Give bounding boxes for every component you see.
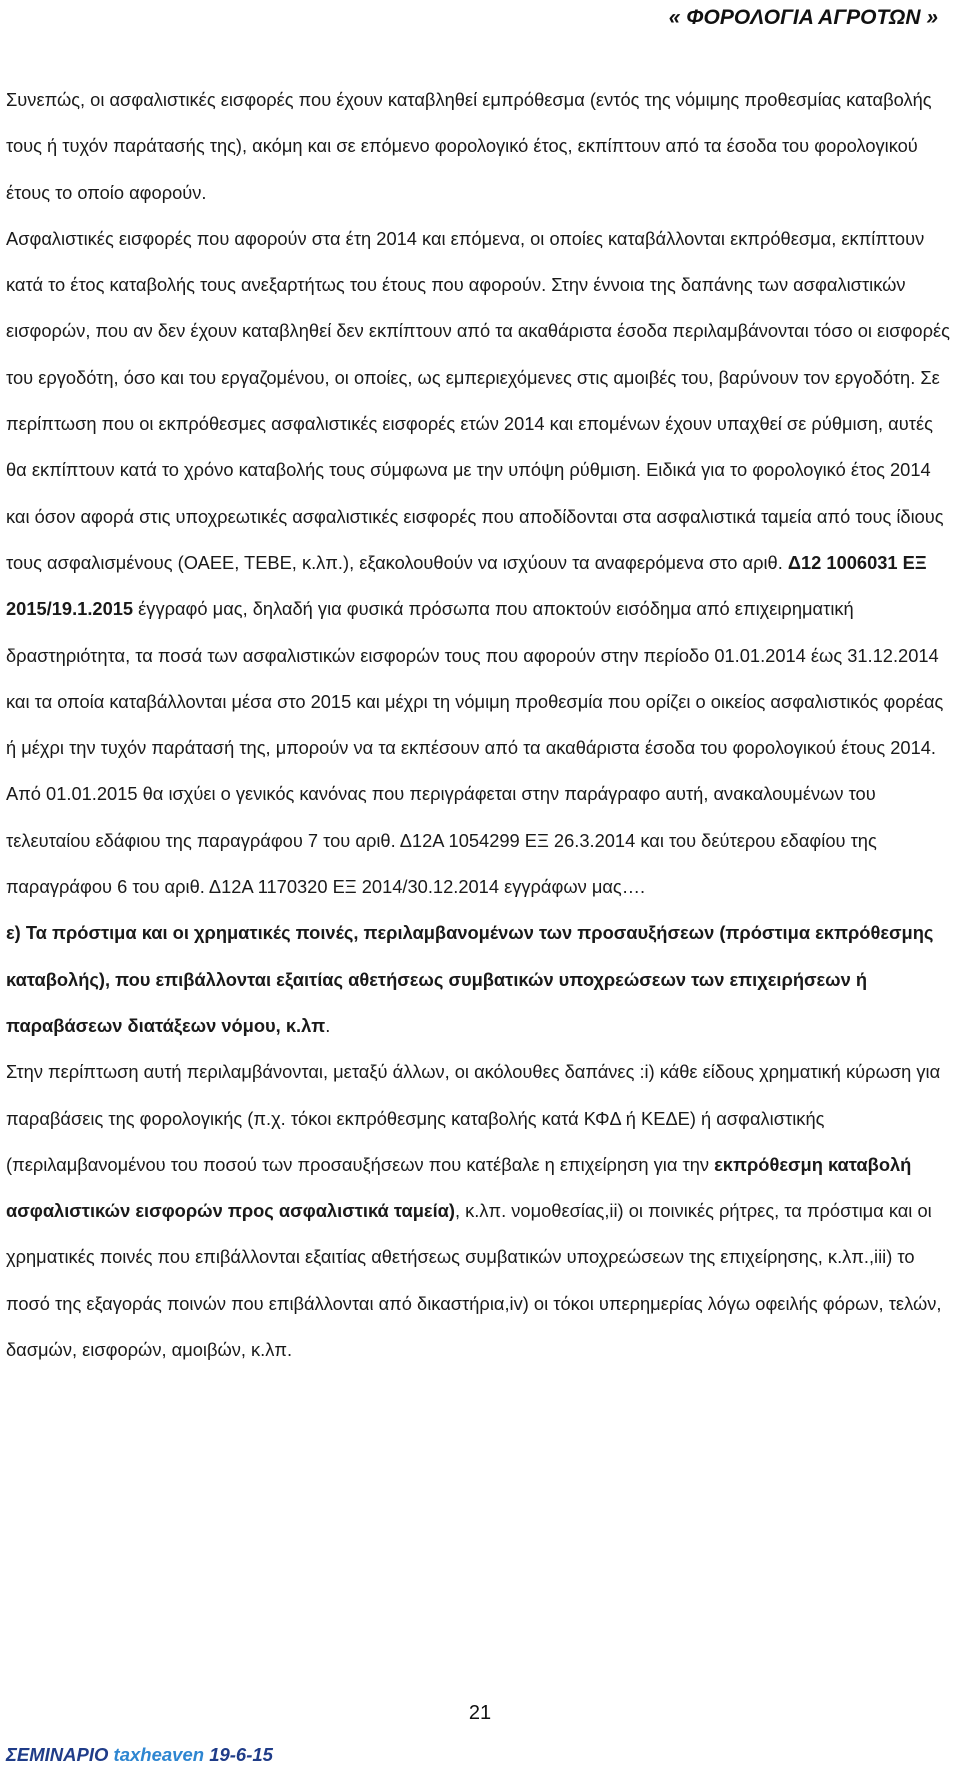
paragraph (6, 910, 951, 1049)
footer-date: 19-6-15 (209, 1744, 273, 1765)
document-header-title: « ΦΟΡΟΛΟΓΙΑ ΑΓΡΟΤΩΝ » (668, 6, 938, 29)
paragraph (6, 77, 951, 216)
paragraph (6, 1049, 951, 1373)
text-run: Συνεπώς, οι ασφαλιστικές εισφορές που έχουν καταβληθεί εμπρόθεσμα (εντός της νόμιμης προθεσμίας καταβολής τους ή τυχόν παράτασής της), ακόμη και σε επόμενο φορολογικό έτος, εκπίπτουν από τα έσοδα του φορολογικού έτους το οποίο αφορούν. (6, 89, 932, 203)
bold-text-run: εκπρόθεσμη καταβολή ασφαλιστικών εισφορών προς ασφαλιστικά ταμεία) (6, 1153, 912, 1222)
text-run: έγγραφό μας, δηλαδή για φυσικά πρόσωπα που αποκτούν εισόδημα από επιχειρηματική δραστηριότητα, τα ποσά των ασφαλιστικών εισφορών τους που αφορούν στην περίοδο 01.01.2014 έως 31.12.2014 και τα οποία καταβάλλονται μέσα στο 2015 και μέχρι τη νόμιμη προθεσμία που ορίζει ο οικείος ασφαλιστικός φορέας ή μέχρι την τυχόν παράτασή της, μπορούν να τα εκπέσουν από τα ακαθάριστα έσοδα του φορολογικού έτους 2014. Από 01.01.2015 θα ισχύει ο γενικός κανόνας που περιγράφεται στην παράγραφο αυτή, ανακαλουμένων του τελευταίου εδάφιου της παραγράφου 7 του αριθ. Δ12Α 1054299 ΕΞ 26.3.2014 και του δεύτερου εδαφίου της παραγράφου 6 του αριθ. Δ12Α 1170320 ΕΞ 2014/30.12.2014 εγγράφων μας…. (6, 598, 944, 898)
footer-brand: taxheaven (113, 1744, 205, 1765)
text-run: Στην περίπτωση αυτή περιλαμβάνονται, μεταξύ άλλων, οι ακόλουθες δαπάνες :i) κάθε είδους χρηματική κύρωση για παραβάσεις της φορολογικής (π.χ. τόκοι εκπρόθεσμης καταβολής κατά ΚΦΔ ή ΚΕΔΕ) ή ασφαλιστικής (περιλαμβανομένου του ποσού των προσαυξήσεων που κατέβαλε η επιχείρηση για την (6, 1061, 941, 1175)
bold-text-run: ε) Τα πρόστιμα και οι χρηματικές ποινές, περιλαμβανομένων των προσαυξήσεων (πρόστιμα εκπρόθεσμης καταβολής), που επιβάλλονται εξαιτίας αθετήσεως συμβατικών υποχρεώσεων των επιχειρήσεων ή παραβάσεων διατάξεων νόμου, κ.λπ (6, 922, 934, 1036)
text-run: . (325, 1014, 331, 1036)
document-body (6, 77, 951, 1373)
text-run: Ασφαλιστικές εισφορές που αφορούν στα έτη 2014 και επόμενα, οι οποίες καταβάλλονται εκπρόθεσμα, εκπίπτουν κατά το έτος καταβολής τους ανεξαρτήτως του έτους που αφορούν. Στην έννοια της δαπάνης των ασφαλιστικών εισφορών, που αν δεν έχουν καταβληθεί δεν εκπίπτουν από τα ακαθάριστα έσοδα περιλαμβάνονται τόσο οι εισφορές του εργοδότη, όσο και του εργαζομένου, οι οποίες, ως εμπεριεχόμενες στις αμοιβές του, βαρύνουν τον εργοδότη. Σε περίπτωση που οι εκπρόθεσμες ασφαλιστικές εισφορές ετών 2014 και επομένων έχουν υπαχθεί σε ρύθμιση, αυτές θα εκπίπτουν κατά το χρόνο καταβολής τους σύμφωνα με την υπόψη ρύθμιση. Ειδικά για το φορολογικό έτος 2014 και όσον αφορά στις υποχρεωτικές ασφαλιστικές εισφορές που αποδίδονται στα ασφαλιστικά ταμεία από τους ίδιους τους ασφαλισμένους (ΟΑΕΕ, ΤΕΒΕ, κ.λπ.), εξακολουθούν να ισχύουν τα αναφερόμενα στο αριθ. (6, 227, 950, 573)
paragraph (6, 216, 951, 910)
bold-text-run: Δ12 1006031 ΕΞ 2015/19.1.2015 (6, 551, 927, 620)
footer-seminar-label: ΣΕΜΙΝΑΡΙΟ (6, 1744, 109, 1765)
text-run: , κ.λπ. νομοθεσίας,ii) οι ποινικές ρήτρες, τα πρόστιμα και οι χρηματικές ποινές που επιβάλλονται εξαιτίας αθετήσεως συμβατικών υποχρεώσεων της επιχείρησης, κ.λπ.,iii) το ποσό της εξαγοράς ποινών που επιβάλλονται από δικαστήρια,iv) οι τόκοι υπερημερίας λόγω οφειλής φόρων, τελών, δασμών, εισφορών, αμοιβών, κ.λπ. (6, 1200, 942, 1361)
footer (6, 1744, 273, 1766)
page-number: 21 (468, 1702, 492, 1724)
